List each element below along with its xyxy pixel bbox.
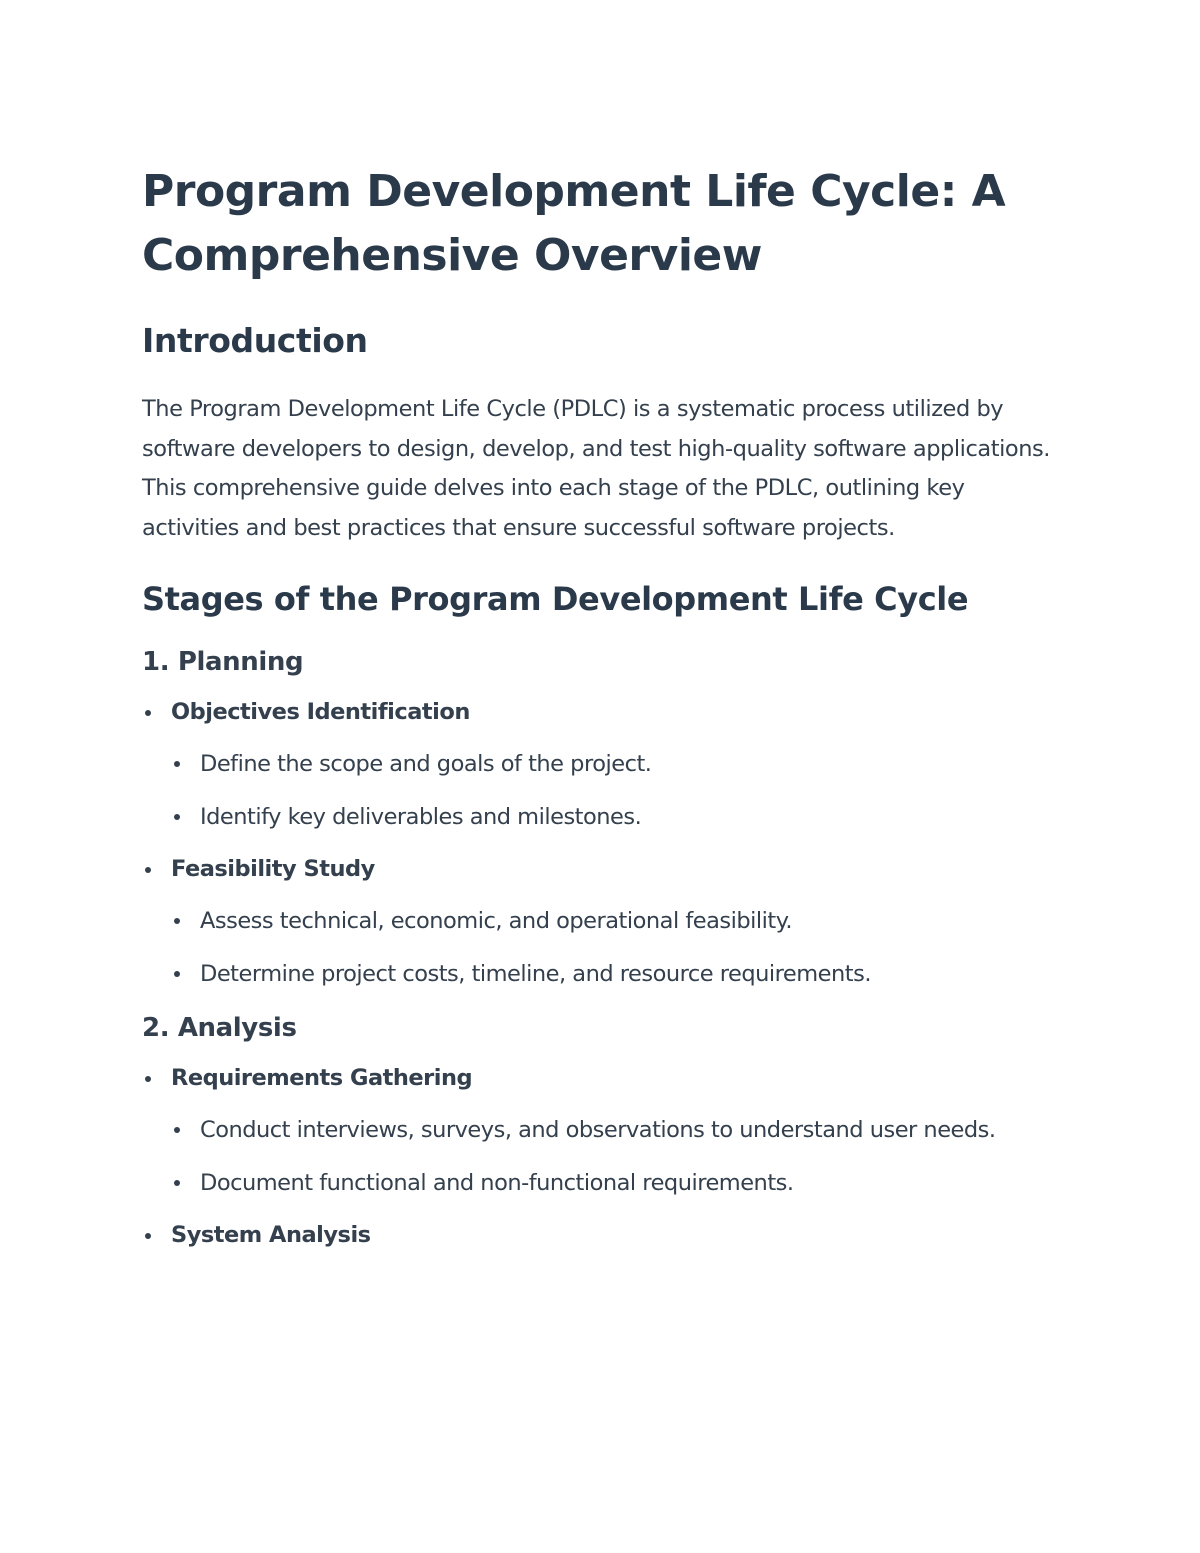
group-title-requirements-gathering: Requirements Gathering	[171, 1065, 473, 1091]
list-item	[142, 1058, 1060, 1203]
list-item-text: Define the scope and goals of the project.	[200, 751, 652, 777]
introduction-paragraph: The Program Development Life Cycle (PDLC) is a systematic process utilized by software developers to design, develop, and test high-quality software applications. This comprehensive guide delves into each stage of the PDLC, outlining key activities and best practices that ensure successful software projects.	[142, 396, 1051, 541]
planning-list	[142, 692, 1060, 994]
bullet-icon	[174, 1127, 180, 1133]
list-item	[171, 1110, 1060, 1150]
bullet-icon	[174, 918, 180, 924]
planning-heading: 1. Planning	[142, 647, 304, 677]
list-item	[171, 797, 1060, 837]
list-item	[142, 692, 1060, 837]
list-item-text: Determine project costs, timeline, and resource requirements.	[200, 961, 871, 987]
group-title-system-analysis: System Analysis	[171, 1222, 371, 1248]
bullet-icon	[145, 1076, 151, 1082]
bullet-icon	[174, 971, 180, 977]
sub-list	[171, 901, 1060, 994]
document-page	[142, 160, 1060, 1255]
bullet-icon	[145, 1233, 151, 1239]
group-title-feasibility-study: Feasibility Study	[171, 856, 375, 882]
list-item	[171, 954, 1060, 994]
document-title: Program Development Life Cycle: A Comprehensive Overview	[142, 166, 1006, 281]
list-item-text: Conduct interviews, surveys, and observations to understand user needs.	[200, 1117, 996, 1143]
list-item-text: Identify key deliverables and milestones.	[200, 804, 642, 830]
list-item	[171, 744, 1060, 784]
bullet-icon	[174, 1180, 180, 1186]
list-item-text: Document functional and non-functional requirements.	[200, 1170, 794, 1196]
group-title-objectives-identification: Objectives Identification	[171, 699, 470, 725]
stages-heading: Stages of the Program Development Life Cycle	[142, 580, 969, 618]
bullet-icon	[174, 814, 180, 820]
list-item	[171, 1163, 1060, 1203]
bullet-icon	[174, 761, 180, 767]
list-item	[171, 901, 1060, 941]
sub-list	[171, 744, 1060, 837]
list-item	[142, 1215, 1060, 1255]
introduction-heading: Introduction	[142, 321, 368, 360]
analysis-heading: 2. Analysis	[142, 1013, 297, 1043]
bullet-icon	[145, 710, 151, 716]
list-item-text: Assess technical, economic, and operational feasibility.	[200, 908, 792, 934]
analysis-list	[142, 1058, 1060, 1255]
list-item	[142, 849, 1060, 994]
bullet-icon	[145, 867, 151, 873]
sub-list	[171, 1110, 1060, 1203]
